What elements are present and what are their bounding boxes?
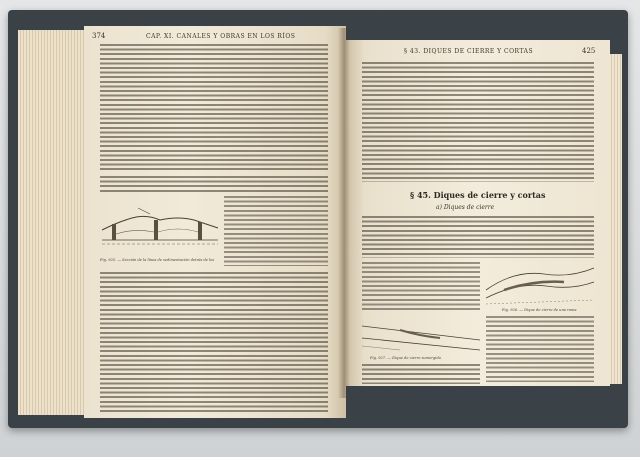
right-text-intro bbox=[362, 216, 594, 258]
right-text-upper bbox=[362, 62, 594, 182]
left-running-head: CAP. XI. CANALES Y OBRAS EN LOS RÍOS bbox=[146, 33, 296, 40]
left-text-mid bbox=[100, 176, 328, 192]
right-text-beside-fig926 bbox=[362, 262, 480, 312]
right-figure-927-caption: Fig. 927. — Dique de cierre sumergido bbox=[370, 356, 441, 360]
book-gutter bbox=[338, 28, 350, 398]
left-figure-sedimentation bbox=[98, 200, 222, 252]
left-page bbox=[84, 26, 346, 418]
left-text-upper bbox=[100, 44, 328, 172]
right-page bbox=[344, 40, 610, 386]
right-running-head: § 43. DIQUES DE CIERRE Y CORTAS bbox=[404, 48, 534, 55]
left-text-beside-figure bbox=[224, 196, 328, 266]
right-page-number: 425 bbox=[582, 47, 596, 55]
left-figure-caption: Fig. 925. — Sección de la línea de sedimentación detrás de los bbox=[100, 258, 215, 262]
right-text-beside-fig927 bbox=[486, 316, 594, 382]
right-section-heading: § 45. Diques de cierre y cortas bbox=[410, 190, 546, 200]
right-figure-927 bbox=[360, 316, 482, 356]
right-text-bottom bbox=[362, 364, 480, 384]
right-subsection-heading: a) Diques de cierre bbox=[436, 204, 495, 211]
left-page-number: 374 bbox=[92, 32, 106, 40]
left-text-lower bbox=[100, 272, 328, 412]
right-figure-926-caption: Fig. 926. — Dique de cierre de una rama bbox=[502, 308, 577, 312]
right-figure-926 bbox=[484, 260, 596, 308]
